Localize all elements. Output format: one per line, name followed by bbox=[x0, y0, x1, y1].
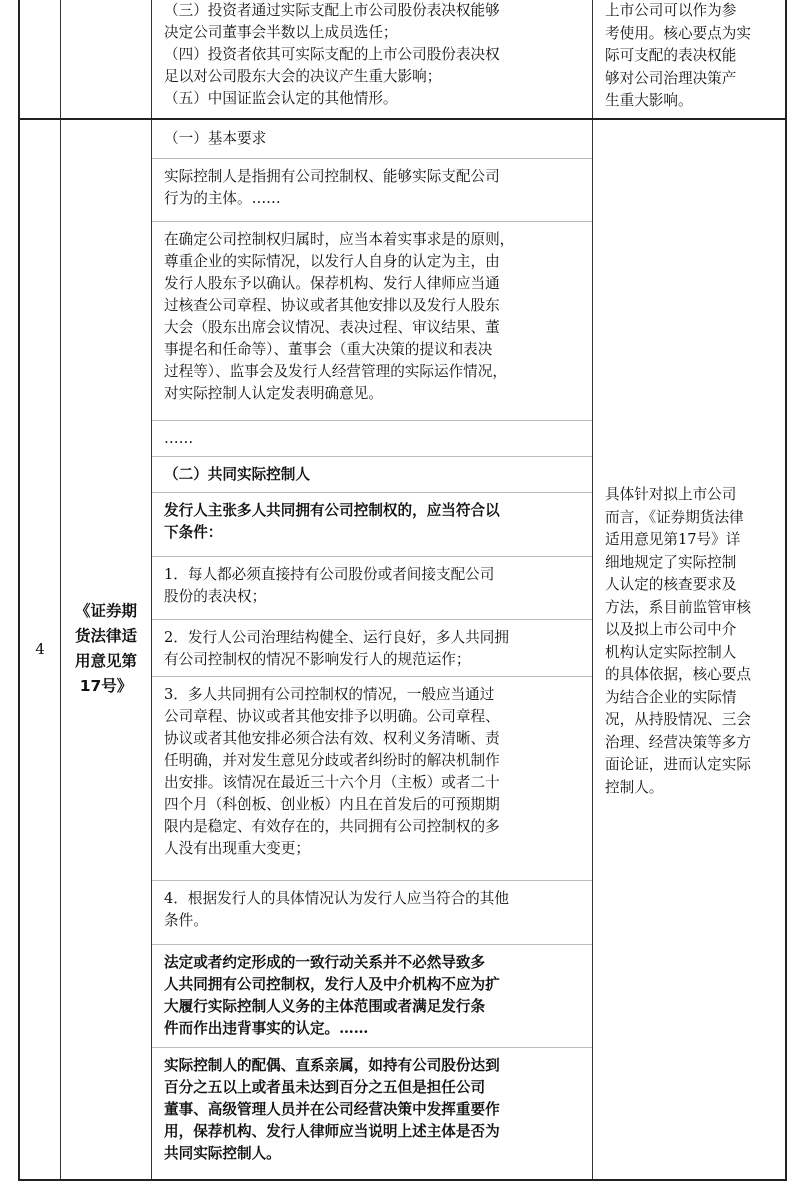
name-line: 《证券期 bbox=[74, 601, 137, 620]
paragraph-separator bbox=[152, 221, 592, 222]
content-line: 件而作出违背事实的认定。…… bbox=[164, 1020, 369, 1037]
content-line: 人没有出现重大变更； bbox=[164, 840, 310, 857]
name-line: 17号》 bbox=[79, 676, 133, 695]
note-line: 考使用。核心要点为实 bbox=[605, 24, 751, 42]
content-line: 百分之五以上或者虽未达到百分之五但是担任公司 bbox=[164, 1079, 486, 1096]
content-line: 过程等）、监事会及发行人经营管理的实际运作情况， bbox=[164, 363, 507, 380]
content-line: 共同实际控制人。 bbox=[164, 1145, 281, 1162]
content-line: …… bbox=[164, 430, 194, 447]
content-line: 过核查公司章程、协议或者其他安排以及发行人股东 bbox=[164, 297, 500, 314]
note-line: 控制人。 bbox=[605, 778, 664, 796]
paragraph-separator bbox=[152, 880, 592, 881]
content-line: （一）基本要求 bbox=[164, 130, 267, 147]
paragraph-separator bbox=[152, 1047, 592, 1048]
name-line: 货法律适 bbox=[74, 626, 137, 645]
prev-row-content bbox=[152, 0, 592, 110]
note-line: 机构认定实际控制人 bbox=[605, 643, 737, 661]
content-line: 发行人股东予以确认。保荐机构、发行人律师应当通 bbox=[164, 275, 500, 292]
content-line: 股份的表决权； bbox=[164, 588, 267, 605]
content-line: 3．多人共同拥有公司控制权的情况，一般应当通过 bbox=[164, 686, 495, 703]
content-line: 董事、高级管理人员并在公司经营决策中发挥重要作 bbox=[164, 1101, 500, 1118]
note-line: 况，从持股情况、三会 bbox=[605, 711, 751, 728]
note-line: 治理、经营决策等多方 bbox=[605, 733, 751, 751]
row-number: 4 bbox=[35, 639, 45, 658]
name-line: 用意见第 bbox=[74, 651, 137, 670]
note-line: 而言，《证券期货法律 bbox=[605, 508, 744, 526]
regulation-table bbox=[18, 0, 787, 1181]
content-line: 用，保荐机构、发行人律师应当说明上述主体是否为 bbox=[164, 1123, 500, 1140]
content-line: 对实际控制人认定发表明确意见。 bbox=[164, 385, 383, 402]
paragraph-separator bbox=[152, 158, 592, 159]
note-line: 人认定的核查要求及 bbox=[605, 576, 737, 593]
content-line: 实际控制人的配偶、直系亲属，如持有公司股份达到 bbox=[164, 1057, 500, 1074]
note-line: 够对公司治理决策产 bbox=[605, 69, 737, 87]
prev-row-note bbox=[593, 0, 787, 113]
note-line: 面论证，进而认定实际 bbox=[605, 756, 751, 773]
paragraph-separator bbox=[152, 556, 592, 557]
content-line: 任明确，并对发生意见分歧或者纠纷时的解决机制作 bbox=[164, 752, 500, 769]
regulation-name bbox=[61, 118, 151, 1179]
note-line: 细地规定了实际控制 bbox=[605, 553, 737, 571]
content-line: 实际控制人是指拥有公司控制权、能够实际支配公司 bbox=[164, 168, 500, 185]
content-line: 1．每人都必须直接持有公司股份或者间接支配公司 bbox=[164, 566, 495, 583]
content-line: 尊重企业的实际情况，以发行人自身的认定为主，由 bbox=[164, 253, 500, 270]
content-line: 人共同拥有公司控制权，发行人及中介机构不应为扩 bbox=[164, 976, 500, 993]
paragraph-separator bbox=[152, 456, 592, 457]
note-line: 为结合企业的实际情 bbox=[605, 688, 737, 706]
text-line: （四）投资者依其可实际支配的上市公司股份表决权 bbox=[164, 46, 500, 63]
content-line: 法定或者约定形成的一致行动关系并不必然导致多 bbox=[164, 954, 486, 971]
content-line: 下条件： bbox=[164, 524, 223, 541]
paragraph-separator bbox=[152, 420, 592, 421]
column-divider bbox=[151, 0, 152, 1179]
content-line: （二）共同实际控制人 bbox=[164, 466, 310, 483]
content-line: 公司章程、协议或者其他安排予以明确。公司章程、 bbox=[164, 708, 500, 725]
note-line: 适用意见第17号》详 bbox=[605, 531, 741, 548]
note-line: 具体针对拟上市公司 bbox=[605, 486, 737, 503]
paragraph-separator bbox=[152, 619, 592, 620]
content-line: 在确定公司控制权归属时，应当本着实事求是的原则， bbox=[164, 231, 515, 248]
content-line: 大履行实际控制人义务的主体范围或者满足发行条 bbox=[164, 998, 486, 1015]
paragraph-separator bbox=[152, 944, 592, 945]
content-line: 限内是稳定、有效存在的，共同拥有公司控制权的多 bbox=[164, 818, 500, 835]
note-line: 方法，系目前监管审核 bbox=[605, 598, 751, 616]
paragraph-separator bbox=[152, 676, 592, 677]
text-line: 足以对公司股东大会的决议产生重大影响； bbox=[164, 68, 442, 85]
content-line: 出安排。该情况在最近三十六个月（主板）或者二十 bbox=[164, 774, 500, 791]
content-line: 四个月（科创板、创业板）内且在首发后的可预期期 bbox=[164, 796, 500, 813]
content-line: 2．发行人公司治理结构健全、运行良好，多人共同拥 bbox=[164, 629, 509, 646]
content-line: 事提名和任命等）、董事会（重大决策的提议和表决 bbox=[164, 341, 493, 358]
content-line: 4．根据发行人的具体情况认为发行人应当符合的其他 bbox=[164, 890, 509, 907]
note-line: 上市公司可以作为参 bbox=[605, 2, 737, 19]
text-line: （五）中国证监会认定的其他情形。 bbox=[164, 90, 398, 107]
note-line: 生重大影响。 bbox=[605, 92, 693, 109]
content-line: 协议或者其他安排必须合法有效、权利义务清晰、责 bbox=[164, 730, 500, 747]
content-line: 大会（股东出席会议情况、表决过程、审议结果、董 bbox=[164, 319, 500, 336]
text-line: （三）投资者通过实际支配上市公司股份表决权能够 bbox=[164, 2, 500, 19]
regulation-note bbox=[593, 484, 787, 799]
note-line: 的具体依据，核心要点 bbox=[605, 666, 751, 683]
note-line: 际可支配的表决权能 bbox=[605, 47, 737, 64]
paragraph-separator bbox=[152, 492, 592, 493]
text-line: 决定公司董事会半数以上成员选任； bbox=[164, 24, 398, 41]
content-line: 行为的主体。…… bbox=[164, 190, 281, 207]
note-line: 以及拟上市公司中介 bbox=[605, 621, 737, 638]
content-line: 有公司控制权的情况不影响发行人的规范运作； bbox=[164, 651, 471, 668]
content-line: 发行人主张多人共同拥有公司控制权的，应当符合以 bbox=[164, 502, 500, 519]
content-line: 条件。 bbox=[164, 912, 208, 929]
